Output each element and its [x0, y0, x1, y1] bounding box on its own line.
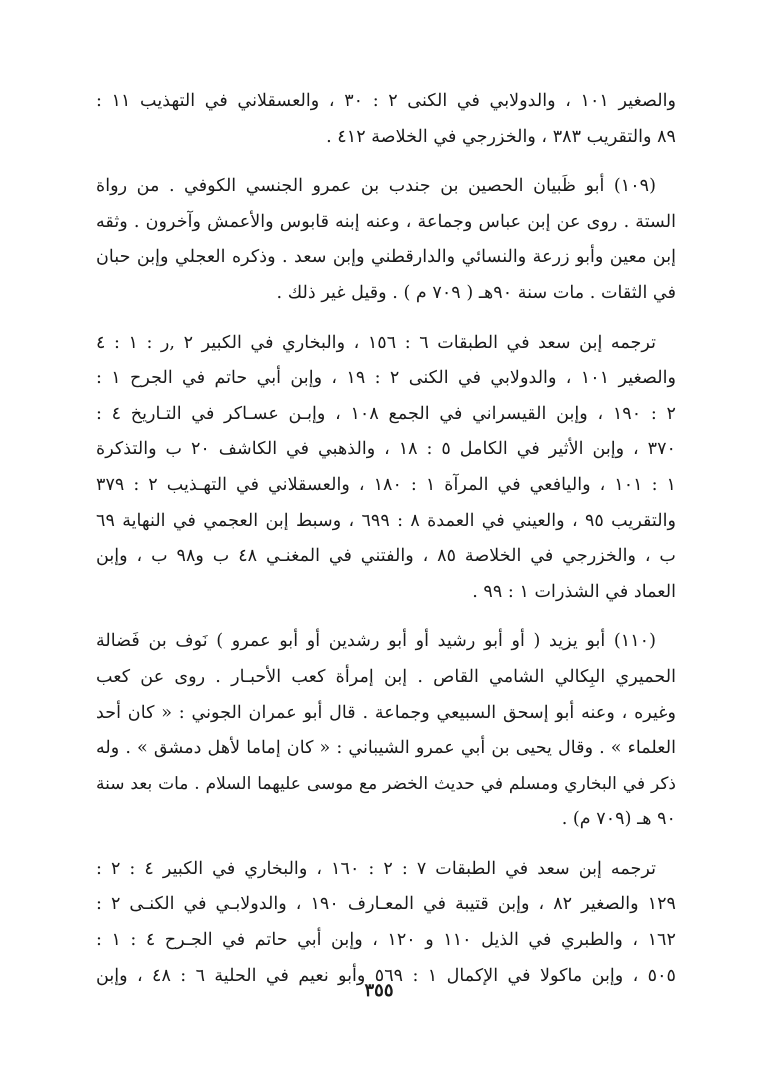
text-line: والتقريب ٩٥ ، والعيني في العمدة ٨ : ٦٩٩ ، وسبط إبن العجمي في النهاية ٦٩: [96, 510, 676, 531]
text-line: الحميري البِكالي الشامي القاص . إبن إمرأة كعب الأحبـار . روى عن كعب: [96, 666, 676, 687]
paragraph-entry-110: [96, 624, 676, 838]
text-line: ٢ : ١٩٠ ، وإبن القيسراني في الجمع ١٠٨ ، وإبـن عسـاكر في التـاريخ ٤ :: [96, 403, 676, 424]
text-line: ب ، والخزرجي في الخلاصة ٨٥ ، والفتني في المغنـي ٤٨ ب و٩٨ ب ، وإبن: [96, 546, 676, 567]
page-body: [96, 84, 676, 994]
text-line: والصغير ١٠١ ، والدولابي في الكنى ٢ : ٣٠ ، والعسقلاني في التهذيب ١١ :: [96, 91, 676, 111]
text-line: العماد في الشذرات ١ : ٩٩ .: [472, 581, 676, 602]
paragraph-references-109: [96, 326, 676, 611]
text-line: ١٢٩ والصغير ٨٢ ، وإبن قتيبة في المعـارف ١٩٠ ، والدولابـي في الكنـى ٢ :: [96, 894, 676, 915]
text-line: وغيره ، وعنه أبو إسحق السبيعي وجماعة . قال أبو عمران الجوني : « كان أحد: [96, 702, 676, 723]
text-line: ١ : ١٠١ ، واليافعي في المرآة ١ : ١٨٠ ، والعسقلاني في التهـذيب ٢ : ٣٧٩: [96, 474, 676, 495]
text-line: (١٠٩) أبو ظَبيان الحصين بن جندب بن عمرو الجنسي الكوفي . من رواة: [96, 176, 656, 197]
text-line: ترجمه إبن سعد في الطبقات ٧ : ٢ : ١٦٠ ، والبخاري في الكبير ٤ : ٢ :: [96, 858, 657, 879]
text-line: والصغير ١٠١ ، والدولابي في الكنى ٢ : ١٩ ، وإبن أبي حاتم في الجرح ١ :: [96, 368, 676, 389]
text-line: إبن معين وأبو زرعة والنسائي والدارقطني وإبن سعد . وذكره العجلي وإبن حبان: [96, 247, 676, 268]
paragraph-references-110: [96, 852, 676, 994]
text-line: العلماء » . وقال يحيى بن أبي عمرو الشيباني : « كان إماما لأهل دمشق » . وله: [96, 738, 676, 759]
text-line: ذكر في البخاري ومسلم في حديث الخضر مع موسى عليهما السلام . مات بعد سنة: [96, 773, 676, 794]
text-line: ٨٩ والتقريب ٣٨٣ ، والخزرجي في الخلاصة ٤١٢ .: [326, 126, 676, 147]
text-line: ٥٠٥ ، وإبن ماكولا في الإكمال ١ : ٥٦٩ وأبو نعيم في الحلية ٦ : ٤٨ ، وإبن: [96, 965, 676, 986]
text-line: الستة . روى عن إبن عباس وجماعة ، وعنه إبنه قابوس والأعمش وآخرون . وثقه: [96, 211, 676, 232]
paragraph-entry-109: [96, 169, 676, 311]
page-number: ٣٥٥: [364, 980, 394, 1001]
text-line: في الثقات . مات سنة ٩٠هـ ( ٧٠٩ م ) . وقيل غير ذلك .: [276, 282, 676, 303]
text-line: ١٦٢ ، والطبري في الذيل ١١٠ و ١٢٠ ، وإبن أبي حاتم في الجـرح ٤ : ١ :: [96, 930, 676, 951]
text-line: ٣٧٠ ، وإبن الأثير في الكامل ٥ : ١٨ ، والذهبي في الكاشف ٢٠ ب والتذكرة: [96, 439, 676, 460]
text-line: ٩٠ هـ (٧٠٩ م) .: [561, 809, 676, 830]
text-line: (١١٠) أبو يزيد ( أو أبو رشيد أو أبو رشدين أو أبو عمرو ) نَوف بن فَضالة: [96, 631, 656, 652]
text-line: ترجمه إبن سعد في الطبقات ٦ : ١٥٦ ، والبخاري في الكبير ٢ ,ر : ١ : ٤: [96, 332, 656, 353]
paragraph-continuation: [96, 84, 676, 155]
